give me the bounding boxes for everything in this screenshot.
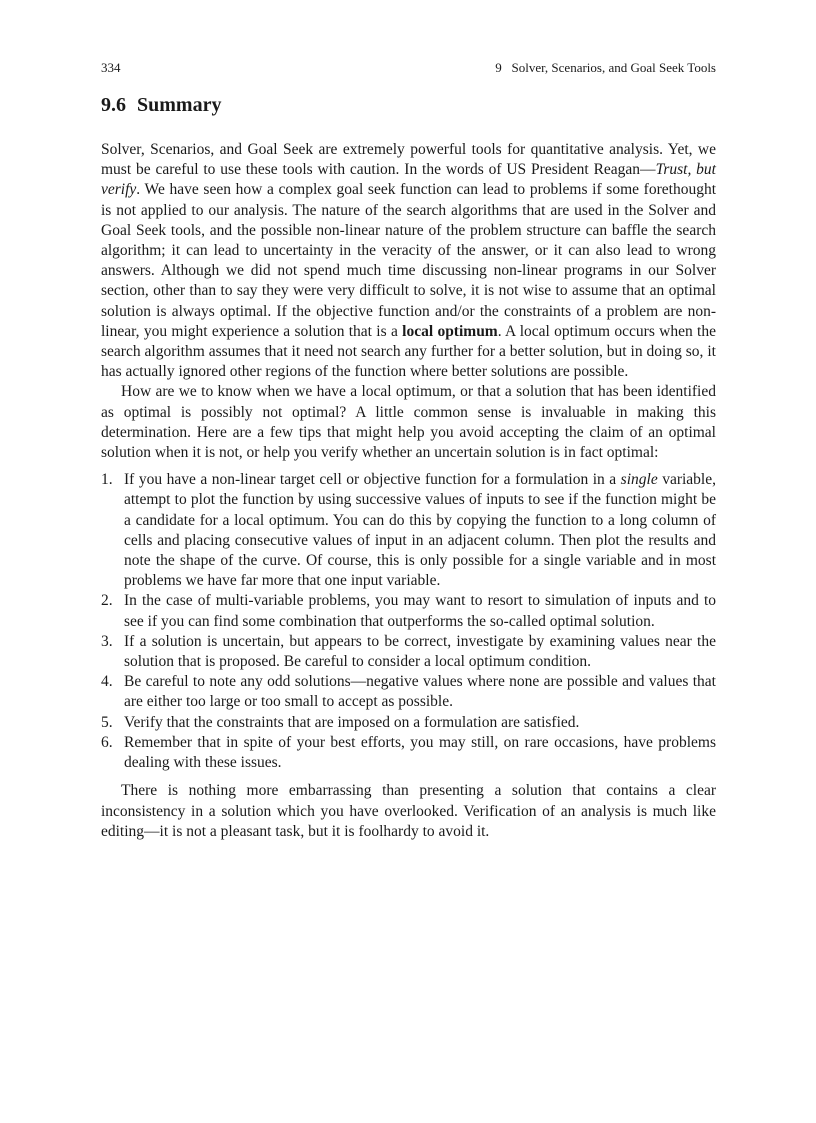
list-item-text: If a solution is uncertain, but appears to be correct, investigate by examining values near the solution that is proposed. Be careful to consider a local optimum condition. xyxy=(124,632,716,671)
section-heading xyxy=(101,94,221,117)
page-number: 334 xyxy=(101,60,121,75)
list-marker: 3. xyxy=(101,632,113,650)
paragraph-conclusion: There is nothing more embarrassing than presenting a solution that contains a clear inconsistency in a solution which you have overlooked. Verification of an analysis is much like editing—it is not a pleasant task, but it is foolhardy to avoid it. xyxy=(101,782,716,840)
list-item-text: In the case of multi-variable problems, you may want to resort to simulation of inputs and to see if you can find some combination that outperforms the so-called optimal solution. xyxy=(124,592,716,630)
list-item xyxy=(101,672,716,712)
body-text xyxy=(101,140,716,842)
reagan-quote: Trust, but verify xyxy=(101,161,716,199)
list-marker: 6. xyxy=(101,733,113,751)
local-optimum-term: local optimum xyxy=(402,322,498,340)
list-item-text: Verify that the constraints that are imposed on a formulation are satisfied. xyxy=(124,713,580,731)
list-item-emphasis: single xyxy=(620,471,658,489)
paragraph-intro-text-2: . We have seen how a complex goal seek function can lead to problems if some forethought is not applied to our analysis. The nature of the search algorithms that are used in the Solver and Goal Seek tools, and the possible non-linear nature of the problem structure can baffle the search algorithm; it can lead to uncertainty in the veracity of the answer, or it can also lead to wrong answers. Although we did not spend much time discussing non-linear programs in our Solver section, other than to say they were very difficult to solve, it is not wise to assume that an optimal solution is always optimal. If the objective function and/or the constraints of a problem are non-linear, you might experience a solution that is a xyxy=(101,181,716,340)
list-item xyxy=(101,733,716,773)
paragraph-intro-text-1: Solver, Scenarios, and Goal Seek are extremely powerful tools for quantitative analysis. Yet, we must be careful to use these tools with caution. In the words of US President Reagan— xyxy=(101,141,716,179)
list-marker: 5. xyxy=(101,713,113,731)
list-item-text: variable, attempt to plot the function by using successive values of inputs to see if the function might be a candidate for a local optimum. You can do this by copying the function to a long column of cells and placing consecutive values of input in an adjacent column. Then plot the results and note the shape of the curve. Of course, this is only possible for a single variable and in most problems we have far more that one input variable. xyxy=(124,471,716,590)
list-item xyxy=(101,713,716,733)
list-marker: 1. xyxy=(101,471,113,489)
list-marker: 4. xyxy=(101,673,113,691)
paragraph-intro-text-3: . A local optimum occurs when the search algorithm assumes that it need not search any further for a better solution, but in doing so, it has actually ignored other regions of the function where better solutions are possible. xyxy=(101,322,716,381)
paragraph-tips-intro: How are we to know when we have a local optimum, or that a solution that has been identified as optimal is possibly not optimal? A little common sense is invaluable in making this determination. Here are a few tips that might help you avoid accepting the claim of an optimal solution when it is not, or help you verify whether an uncertain solution is in fact optimal: xyxy=(101,383,716,462)
tips-list xyxy=(101,470,716,773)
section-title: Summary xyxy=(137,94,222,116)
running-head xyxy=(101,60,716,78)
paragraph-intro xyxy=(101,140,716,382)
list-marker: 2. xyxy=(101,592,113,610)
chapter-title: 9 Solver, Scenarios, and Goal Seek Tools xyxy=(495,60,716,75)
list-item-text: If you have a non-linear target cell or objective function for a formulation in a xyxy=(124,471,621,489)
list-item-text: Remember that in spite of your best efforts, you may still, on rare occasions, have problems dealing with these issues. xyxy=(124,733,716,772)
list-item xyxy=(101,591,716,631)
list-item xyxy=(101,470,716,591)
section-number: 9.6 xyxy=(101,94,126,116)
list-item-text: Be careful to note any odd solutions—negative values where none are possible and values that are either too large or too small to accept as possible. xyxy=(124,673,716,711)
list-item xyxy=(101,632,716,672)
